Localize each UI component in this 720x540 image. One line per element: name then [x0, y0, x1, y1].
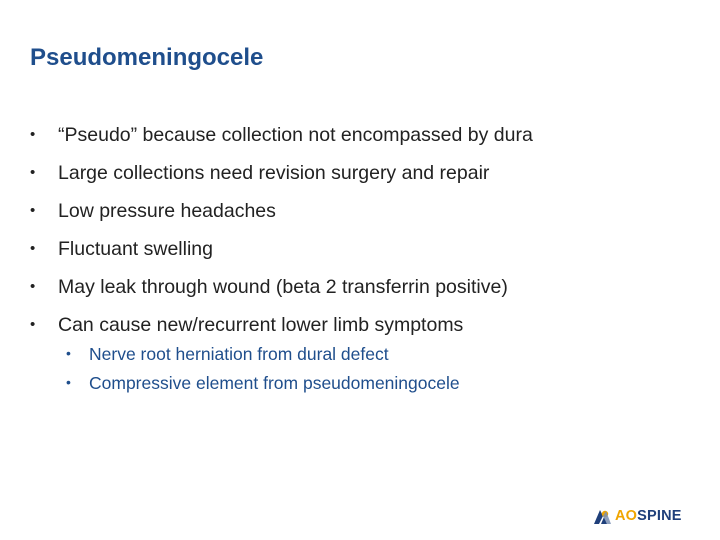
sub-bullet-icon: •: [66, 345, 71, 361]
aospine-logo: [592, 507, 682, 525]
bullet-text: Fluctuant swelling: [58, 238, 213, 260]
bullet-icon: •: [30, 316, 36, 333]
bullet-icon: •: [30, 202, 36, 219]
sub-bullet-text: Nerve root herniation from dural defect: [89, 344, 389, 364]
slide-title: Pseudomeningocele: [30, 44, 264, 71]
bullet-icon: •: [30, 240, 36, 257]
sub-bullet-item: [30, 373, 690, 402]
bullet-list: [30, 124, 690, 402]
bullet-text: May leak through wound (beta 2 transferrin positive): [58, 276, 508, 298]
aospine-logo-text: [615, 508, 682, 524]
bullet-item: [30, 162, 690, 200]
bullet-icon: •: [30, 126, 36, 143]
bullet-icon: •: [30, 278, 36, 295]
logo-text-spine: SPINE: [637, 508, 682, 524]
bullet-icon: •: [30, 164, 36, 181]
bullet-item: [30, 124, 690, 162]
logo-text-ao: AO: [615, 508, 638, 524]
bullet-text: Can cause new/recurrent lower limb symptoms: [58, 314, 464, 336]
bullet-item: [30, 314, 690, 344]
aospine-logo-mark-icon: [592, 507, 612, 525]
bullet-text: Large collections need revision surgery and repair: [58, 162, 490, 184]
sub-bullet-icon: •: [66, 374, 71, 390]
bullet-text: Low pressure headaches: [58, 200, 276, 222]
sub-bullet-text: Compressive element from pseudomeningocele: [89, 373, 460, 393]
bullet-text: “Pseudo” because collection not encompassed by dura: [58, 124, 533, 146]
bullet-item: [30, 276, 690, 314]
bullet-item: [30, 200, 690, 238]
bullet-item: [30, 238, 690, 276]
sub-bullet-item: [30, 344, 690, 373]
